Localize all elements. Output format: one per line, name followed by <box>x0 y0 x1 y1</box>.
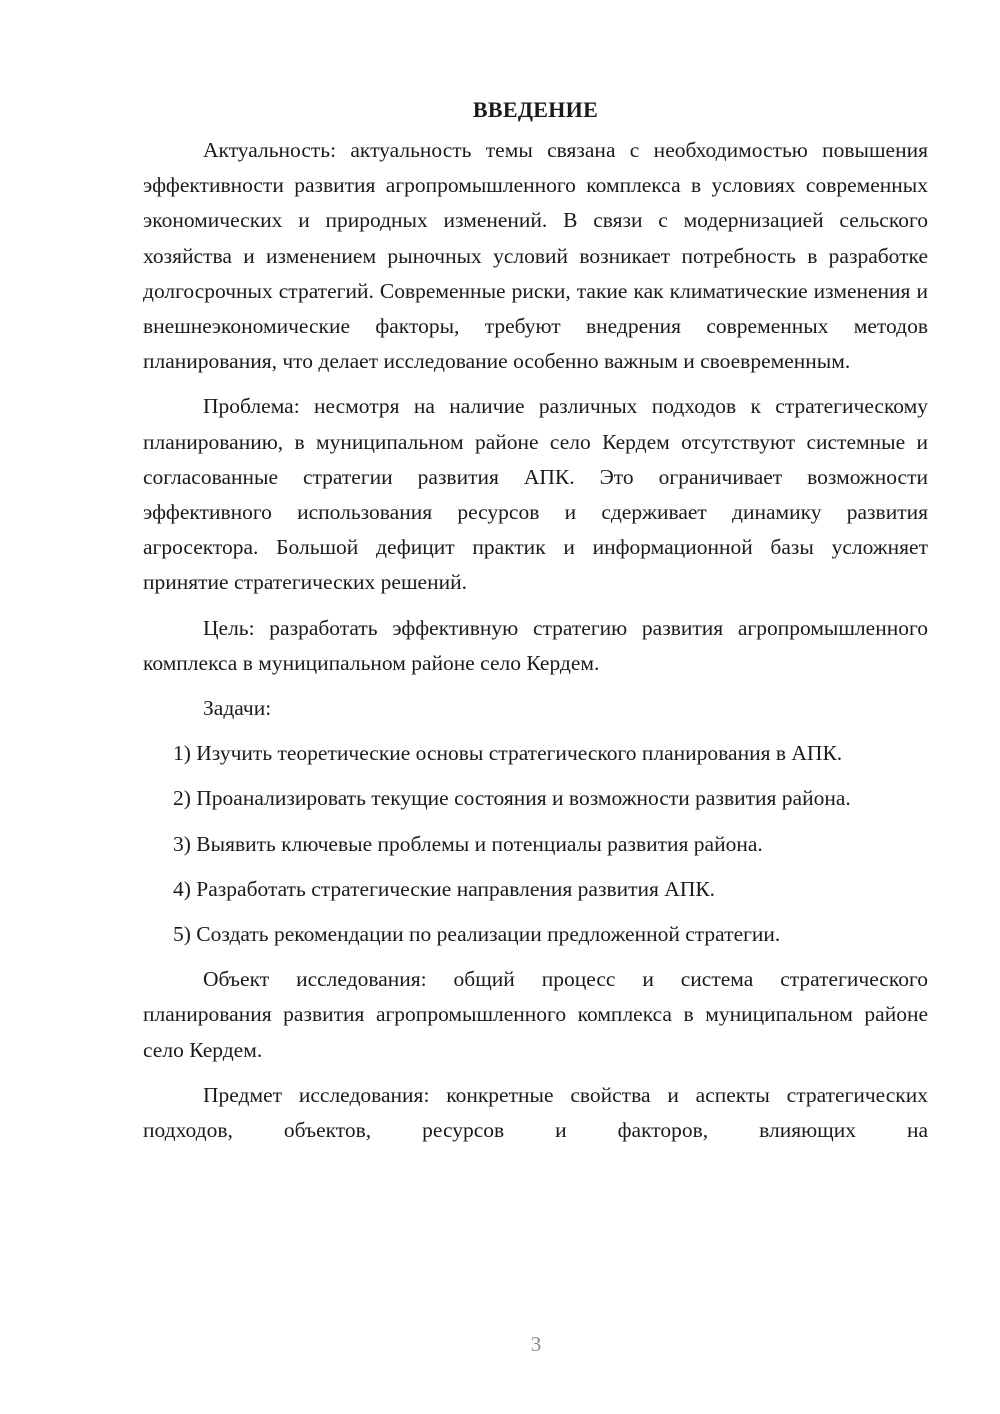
list-item: 1) Изучить теоретические основы стратегического планирования в АПК. <box>173 741 843 766</box>
paragraph-object: Объект исследования: общий процесс и система стратегического планирования развития агропромышленного комплекса в муниципальном районе село Кердем. <box>143 967 928 1062</box>
paragraph-goal: Цель: разработать эффективную стратегию развития агропромышленного комплекса в муниципальном районе село Кердем. <box>143 615 928 675</box>
list-item: 4) Разработать стратегические направления развития АПК. <box>173 876 716 901</box>
paragraph-problem: Проблема: несмотря на наличие различных подходов к стратегическому планированию, в муниципальном районе село Кердем отсутствуют системные и согласованные стратегии развития АПК. Это ограничивает возможности эффективного использования ресурсов и сдерживает динамику развития агросектора. Большой дефицит практик и информационной базы усложняет принятие стратегических решений. <box>143 394 928 595</box>
list-item: 2) Проанализировать текущие состояния и возможности развития района. <box>173 786 851 811</box>
tasks-list <box>143 736 928 952</box>
document-page <box>143 92 928 1148</box>
tasks-label: Задачи: <box>203 696 272 721</box>
list-item: 5) Создать рекомендации по реализации предложенной стратегии. <box>173 922 781 947</box>
list-item: 3) Выявить ключевые проблемы и потенциалы развития района. <box>173 831 763 856</box>
page-number: 3 <box>530 1332 542 1356</box>
page-title: ВВЕДЕНИЕ <box>472 97 599 122</box>
paragraph-subject: Предмет исследования: конкретные свойства и аспекты стратегических подходов, объектов, ресурсов и факторов, влияющих на <box>143 1082 928 1143</box>
paragraph-relevance: Актуальность: актуальность темы связана с необходимостью повышения эффективности развития агропромышленного комплекса в условиях современных экономических и природных изменений. В связи с модернизацией сельского хозяйства и изменением рыночных условий возникает потребность в разработке долгосрочных стратегий. Современные риски, такие как климатические изменения и внешнеэкономические факторы, требуют внедрения современных методов планирования, что делает исследование особенно важным и своевременным. <box>143 138 928 374</box>
